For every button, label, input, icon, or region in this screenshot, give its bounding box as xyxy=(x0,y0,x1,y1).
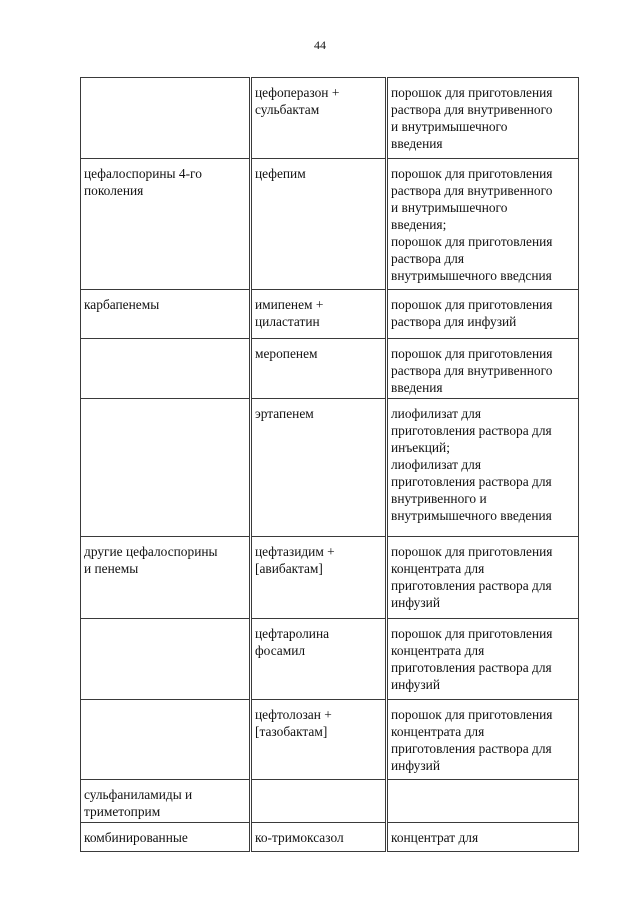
cell-text-line: [тазобактам] xyxy=(255,724,328,739)
table-row xyxy=(81,159,579,290)
group-cell xyxy=(81,290,251,339)
cell-text-line: поколения xyxy=(84,183,144,198)
cell-text-line: приготовления раствора для xyxy=(391,741,552,756)
cell-text-line: [авибактам] xyxy=(255,561,323,576)
cell-text-line: меропенем xyxy=(255,346,318,361)
table-row xyxy=(81,399,579,537)
dosage-form-cell xyxy=(387,700,579,780)
dosage-form-cell xyxy=(387,399,579,537)
cell-text-line: инфузий xyxy=(391,677,440,692)
cell-text-line: концентрата для xyxy=(391,643,485,658)
dosage-form-cell xyxy=(387,823,579,852)
cell-text-line: имипенем + xyxy=(255,297,324,312)
dosage-form-cell xyxy=(387,619,579,700)
cell-text-line: порошок для приготовления xyxy=(391,166,553,181)
cell-text-line: инъекций; xyxy=(391,440,450,455)
cell-text-line: другие цефалоспорины xyxy=(84,544,218,559)
cell-text-line: цефалоспорины 4-го xyxy=(84,166,202,181)
cell-text-line: цефепим xyxy=(255,166,306,181)
cell-text-line: циластатин xyxy=(255,314,320,329)
drug-cell xyxy=(251,339,387,399)
cell-text-line: приготовления раствора для xyxy=(391,660,552,675)
cell-text-line: концентрат для xyxy=(391,830,479,845)
cell-text-line: раствора для внутривенного xyxy=(391,363,553,378)
cell-text-line: порошок для приготовления xyxy=(391,297,553,312)
cell-text-line: приготовления раствора для xyxy=(391,474,552,489)
table-row xyxy=(81,780,579,823)
table-row xyxy=(81,619,579,700)
cell-text-line: раствора для инфузий xyxy=(391,314,517,329)
table-row xyxy=(81,339,579,399)
dosage-form-cell xyxy=(387,339,579,399)
cell-text-line: порошок для приготовления xyxy=(391,544,553,559)
dosage-form-cell xyxy=(387,780,579,823)
drug-cell xyxy=(251,399,387,537)
drug-cell xyxy=(251,537,387,619)
cell-text-line: внутривенного и xyxy=(391,491,487,506)
cell-text-line: введения; xyxy=(391,217,447,232)
group-cell xyxy=(81,780,251,823)
cell-text-line: концентрата для xyxy=(391,724,485,739)
dosage-form-cell xyxy=(387,537,579,619)
group-cell xyxy=(81,339,251,399)
cell-text-line: и пенемы xyxy=(84,561,139,576)
drug-cell xyxy=(251,619,387,700)
cell-text-line: порошок для приготовления xyxy=(391,346,553,361)
cell-text-line: инфузий xyxy=(391,758,440,773)
cell-text-line: и внутримышечного xyxy=(391,119,508,134)
group-cell xyxy=(81,700,251,780)
cell-text-line: раствора для внутривенного xyxy=(391,183,553,198)
cell-text-line: сульбактам xyxy=(255,102,320,117)
group-cell xyxy=(81,159,251,290)
cell-text-line: порошок для приготовления xyxy=(391,626,553,641)
table-body xyxy=(81,78,579,852)
cell-text-line: сульфаниламиды и xyxy=(84,787,193,802)
cell-text-line: цефтазидим + xyxy=(255,544,335,559)
cell-text-line: раствора для внутривенного xyxy=(391,102,553,117)
drug-cell xyxy=(251,700,387,780)
drug-cell xyxy=(251,290,387,339)
cell-text-line: и внутримышечного xyxy=(391,200,508,215)
cell-text-line: цефтаролина xyxy=(255,626,330,641)
drug-table xyxy=(80,77,579,852)
cell-text-line: лиофилизат для xyxy=(391,457,481,472)
cell-text-line: раствора для xyxy=(391,251,465,266)
drug-cell xyxy=(251,823,387,852)
table-row xyxy=(81,823,579,852)
table-row xyxy=(81,290,579,339)
drug-cell xyxy=(251,159,387,290)
drug-cell xyxy=(251,780,387,823)
group-cell xyxy=(81,823,251,852)
cell-text-line: введения xyxy=(391,136,443,151)
table-row xyxy=(81,537,579,619)
cell-text-line: эртапенем xyxy=(255,406,314,421)
dosage-form-cell xyxy=(387,78,579,159)
cell-text-line: внутримышечного введсния xyxy=(391,268,552,283)
cell-text-line: триметоприм xyxy=(84,804,161,819)
cell-text-line: инфузий xyxy=(391,595,440,610)
cell-text-line: порошок для приготовления xyxy=(391,85,553,100)
cell-text-line: порошок для приготовления xyxy=(391,707,553,722)
cell-text-line: фосамил xyxy=(255,643,306,658)
cell-text-line: порошок для приготовления xyxy=(391,234,553,249)
group-cell xyxy=(81,619,251,700)
cell-text-line: внутримышечного введения xyxy=(391,508,552,523)
dosage-form-cell xyxy=(387,290,579,339)
cell-text-line: введения xyxy=(391,380,443,395)
cell-text-line: приготовления раствора для xyxy=(391,423,552,438)
cell-text-line: карбапенемы xyxy=(84,297,160,312)
cell-text-line: концентрата для xyxy=(391,561,485,576)
cell-text-line: цефоперазон + xyxy=(255,85,340,100)
cell-text-line: лиофилизат для xyxy=(391,406,481,421)
group-cell xyxy=(81,537,251,619)
cell-text-line: цефтолозан + xyxy=(255,707,332,722)
page-number: 44 xyxy=(314,38,326,52)
cell-text-line: приготовления раствора для xyxy=(391,578,552,593)
table-row xyxy=(81,78,579,159)
table-row xyxy=(81,700,579,780)
drug-cell xyxy=(251,78,387,159)
dosage-form-cell xyxy=(387,159,579,290)
cell-text-line: комбинированные xyxy=(84,830,188,845)
group-cell xyxy=(81,78,251,159)
group-cell xyxy=(81,399,251,537)
cell-text-line: ко-тримоксазол xyxy=(255,830,344,845)
